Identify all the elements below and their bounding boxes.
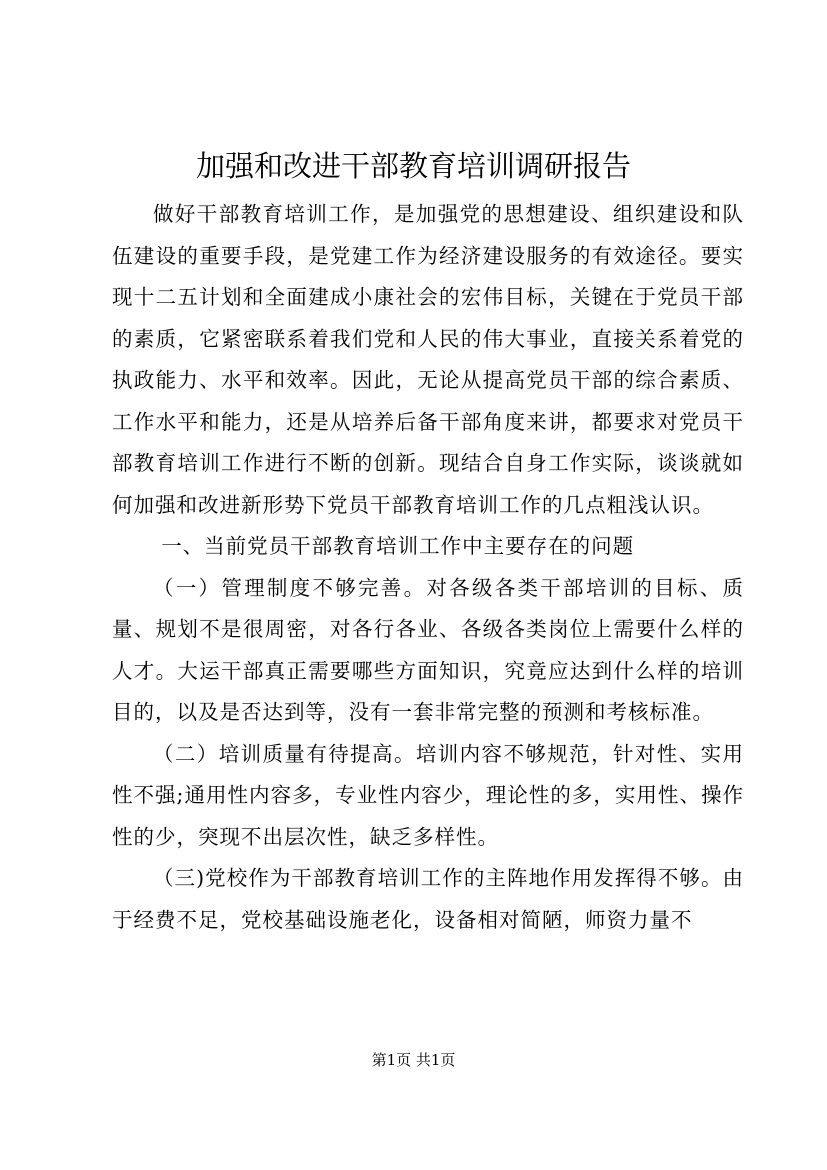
document-title: 加强和改进干部教育培训调研报告 [195, 149, 631, 183]
intro-paragraph: 做好干部教育培训工作，是加强党的思想建设、组织建设和队伍建设的重要手段，是党建工作为经济建设服务的有效途径。要实现十二五计划和全面建成小康社会的宏伟目标，关键在于党员干部的素质，它紧密联系着我们党和人民的伟大事业，直接关系着党的执政能力、水平和效率。因此，无论从提高党员干部的综合素质、工作水平和能力，还是从培养后备干部角度来讲，都要求对党员干部教育培训工作进行不断的创新。现结合自身工作实际，谈谈就如何加强和改进新形势下党员干部教育培训工作的几点粗浅认识。 [112, 202, 744, 517]
problem-paragraph-3: （三)党校作为干部教育培训工作的主阵地作用发挥得不够。由于经费不足，党校基础设施老化，设备相对简陋，师资力量不 [112, 866, 744, 932]
section-heading-problems: 一、当前党员干部教育培训工作中主要存在的问题 [161, 534, 635, 558]
problem-paragraph-1: （一）管理制度不够完善。对各级各类干部培训的目标、质量、规划不是很周密，对各行各业、各级各类岗位上需要什么样的人才。大运干部真正需要哪些方面知识，究竟应达到什么样的培训目的，以及是否达到等，没有一套非常完整的预测和考核标准。 [112, 575, 744, 724]
problem-paragraph-2: （二）培训质量有待提高。培训内容不够规范，针对性、实用性不强;通用性内容多，专业性内容少，理论性的多，实用性、操作性的少，突现不出层次性，缺乏多样性。 [112, 741, 744, 849]
page-number-footer: 第1页 共1页 [371, 1051, 456, 1069]
document-body [112, 194, 744, 941]
